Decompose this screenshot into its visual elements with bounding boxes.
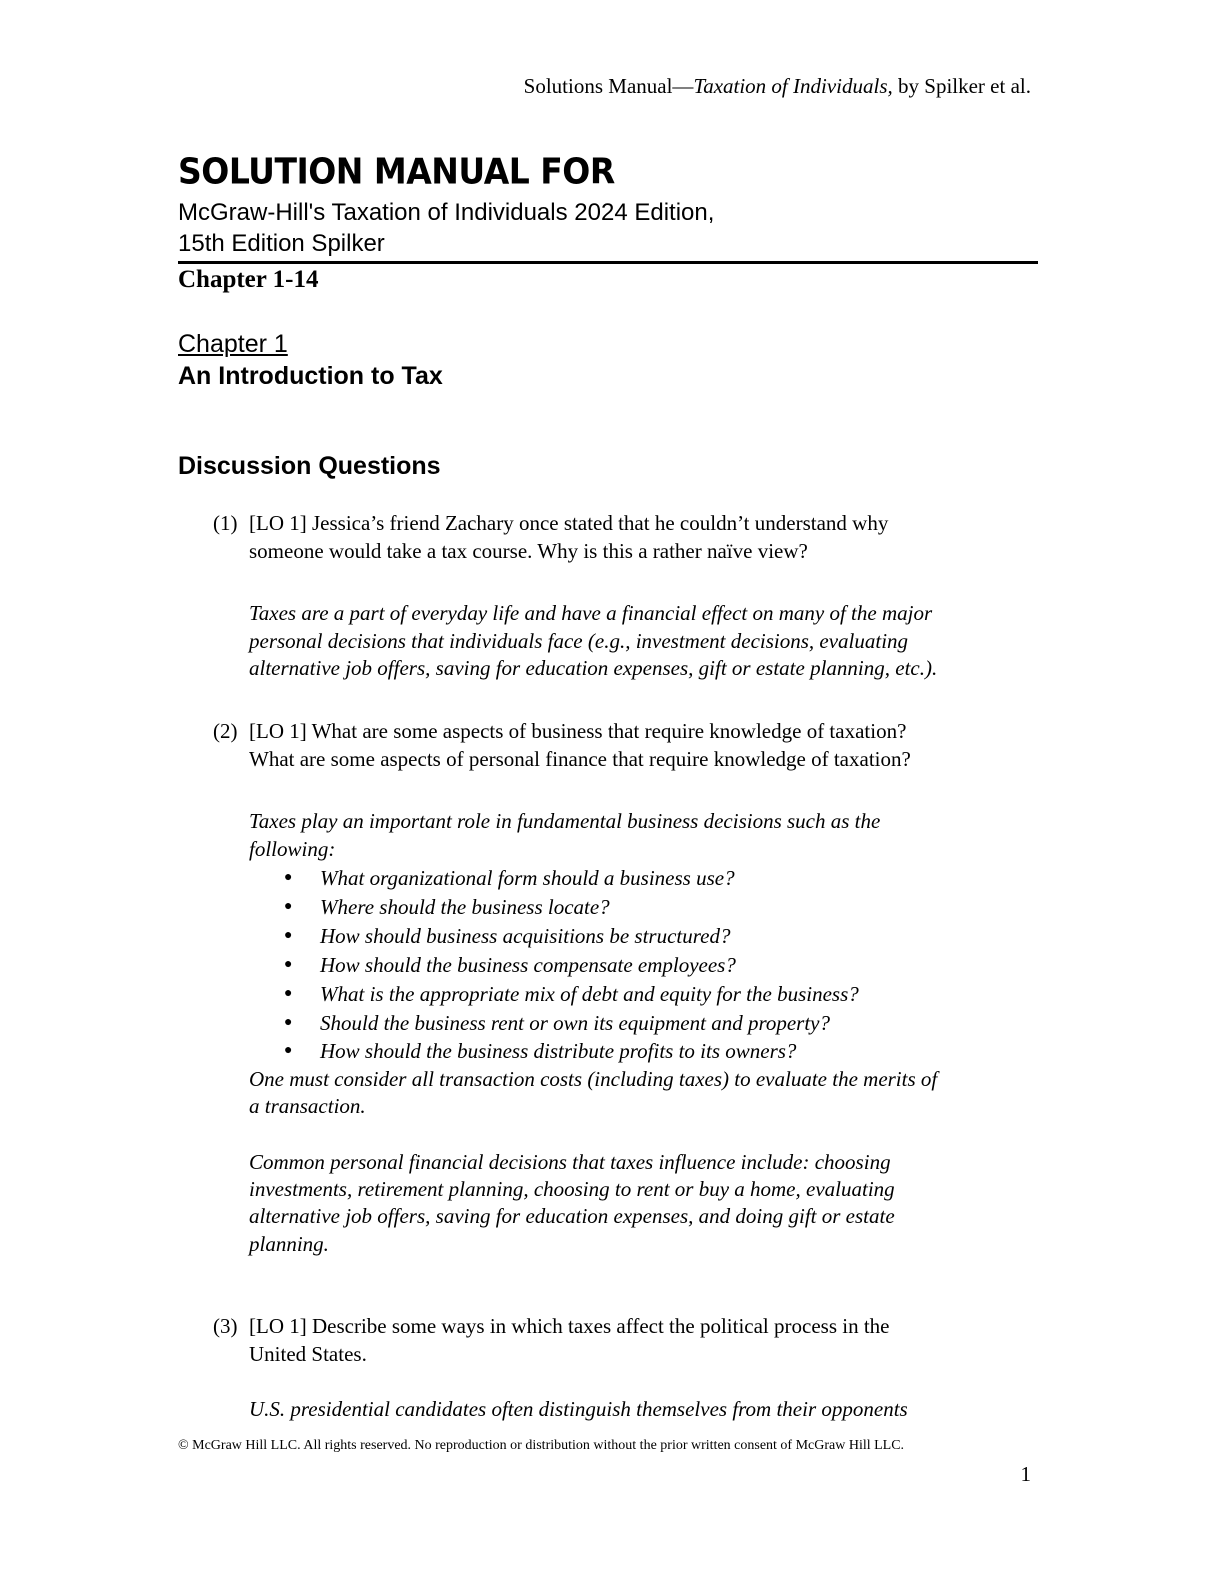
answer-line: alternative job offers, saving for education expenses, and doing gift or estate — [249, 1204, 895, 1228]
running-header-suffix: by Spilker et al. — [892, 74, 1031, 98]
question-line: [LO 1] Jessica’s friend Zachary once stated that he couldn’t understand why — [249, 511, 889, 535]
bullet-icon: ● — [284, 957, 293, 972]
question-number: (1) — [213, 511, 238, 535]
answer-line: following: — [249, 837, 336, 861]
answer-line: U.S. presidential candidates often distinguish themselves from their opponents — [249, 1397, 908, 1421]
bullet-item: Where should the business locate? — [320, 895, 610, 919]
bullet-icon: ● — [284, 899, 293, 914]
running-header-book-title: Taxation of Individuals, — [693, 74, 893, 98]
question-number: (2) — [213, 719, 238, 743]
page-number: 1 — [1020, 1462, 1031, 1486]
running-header — [524, 74, 1031, 99]
answer-line: alternative job offers, saving for education expenses, gift or estate planning, etc.). — [249, 656, 938, 680]
bullet-item: How should the business distribute profits to its owners? — [320, 1039, 797, 1063]
question-number: (3) — [213, 1314, 238, 1338]
section-heading: Discussion Questions — [178, 452, 441, 480]
question-line: [LO 1] What are some aspects of business that require knowledge of taxation? — [249, 719, 907, 743]
answer-line: investments, retirement planning, choosing to rent or buy a home, evaluating — [249, 1177, 895, 1201]
bullet-icon: ● — [284, 1015, 293, 1030]
bullet-icon: ● — [284, 928, 293, 943]
question-line: [LO 1] Describe some ways in which taxes affect the political process in the — [249, 1314, 890, 1338]
running-header-prefix: Solutions Manual— — [523, 74, 694, 98]
answer-line: personal decisions that individuals face (e.g., investment decisions, evaluating — [249, 629, 909, 653]
answer-line: a transaction. — [249, 1094, 366, 1118]
document-title: SOLUTION MANUAL FOR — [178, 150, 615, 193]
copyright-notice: © McGraw Hill LLC. All rights reserved. No reproduction or distribution without the prior written consent of McGraw Hill LLC. — [178, 1438, 905, 1453]
bullet-item: How should the business compensate employees? — [320, 953, 736, 977]
answer-line: One must consider all transaction costs (including taxes) to evaluate the merits of — [249, 1067, 938, 1091]
title-divider — [178, 261, 1038, 264]
chapter-range: Chapter 1-14 — [178, 266, 319, 293]
bullet-item: Should the business rent or own its equipment and property? — [320, 1011, 830, 1035]
question-line: What are some aspects of personal finance that require knowledge of taxation? — [249, 747, 911, 771]
chapter-title: An Introduction to Tax — [178, 362, 443, 390]
bullet-item: What is the appropriate mix of debt and equity for the business? — [320, 982, 859, 1006]
bullet-icon: ● — [284, 1043, 293, 1058]
answer-line: Taxes play an important role in fundamental business decisions such as the — [249, 809, 881, 833]
answer-line: planning. — [249, 1232, 329, 1256]
bullet-item: What organizational form should a business use? — [320, 866, 735, 890]
chapter-label: Chapter 1 — [178, 330, 288, 358]
answer-line: Taxes are a part of everyday life and have a financial effect on many of the major — [249, 601, 933, 625]
answer-line: Common personal financial decisions that taxes influence include: choosing — [249, 1150, 891, 1174]
question-line: someone would take a tax course. Why is this a rather naïve view? — [249, 539, 808, 563]
bullet-icon: ● — [284, 870, 293, 885]
question-line: United States. — [249, 1342, 367, 1366]
bullet-item: How should business acquisitions be structured? — [320, 924, 731, 948]
document-subtitle-line-1: McGraw-Hill's Taxation of Individuals 2024 Edition, — [178, 199, 715, 226]
document-subtitle-line-2: 15th Edition Spilker — [178, 230, 385, 257]
bullet-icon: ● — [284, 986, 293, 1001]
